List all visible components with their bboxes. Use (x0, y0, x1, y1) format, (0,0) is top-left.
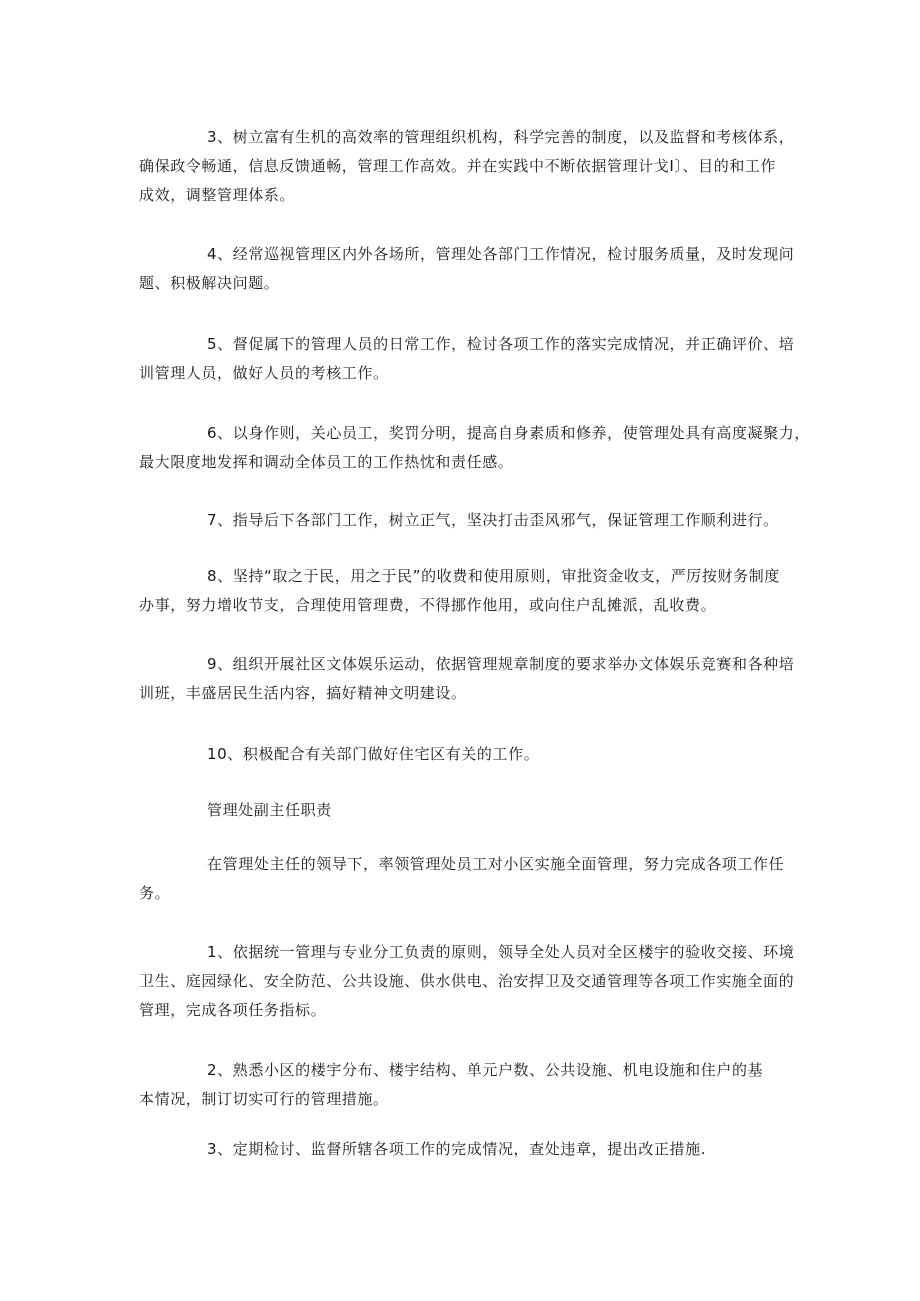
paragraph-item-7 (139, 506, 789, 535)
paragraph-item-3 (139, 123, 795, 210)
paragraph-line: 卫生、庭园绿化、安全防范、公共设施、供水供电、治安捍卫及交通管理等各项工作实施全面的 (139, 972, 795, 990)
paragraph-line: 5、督促属下的管理人员的日常工作，检讨各项工作的落实完成情况，并正确评价、培 (207, 335, 795, 353)
paragraph-line: 9、组织开展社区文体娱乐运动，依据管理规章制度的要求举办文体娱乐竞赛和各种培 (207, 655, 795, 673)
section-heading-text: 管理处副主任职责 (207, 801, 332, 819)
paragraph-line: 成效，调整管理体系。 (139, 186, 296, 204)
paragraph-deputy-1 (139, 938, 795, 1025)
paragraph-item-9 (139, 650, 795, 708)
paragraph-line: 务。 (139, 884, 171, 902)
paragraph-line: 6、以身作则，关心员工，奖罚分明，提高自身素质和修养，使管理处具有高度凝聚力， (207, 424, 810, 442)
paragraph-line: 7、指导后下各部门工作，树立正气，坚决打击歪风邪气，保证管理工作顺利进行。 (207, 511, 779, 529)
section-heading (139, 796, 789, 825)
paragraph-line: 本情况，制订切实可行的管理措施。 (139, 1090, 389, 1108)
paragraph-intro (139, 850, 789, 908)
paragraph-line: 办事，努力增收节支，合理使用管理费，不得挪作他用，或向住户乱摊派，乱收费。 (139, 596, 717, 614)
paragraph-line: 8、坚持“取之于民，用之于民”的收费和使用原则，审批资金收支，严厉按财务制度 (207, 567, 780, 585)
paragraph-line: 10、积极配合有关部门做好住宅区有关的工作。 (207, 745, 540, 763)
paragraph-line: 最大限度地发挥和调动全体员工的工作热忱和责任感。 (139, 453, 514, 471)
paragraph-deputy-2 (139, 1056, 789, 1114)
paragraph-item-5 (139, 330, 795, 388)
paragraph-line: 4、经常巡视管理区内外各场所，管理处各部门工作情况，检讨服务质量，及时发现问 (207, 245, 795, 263)
paragraph-item-4 (139, 240, 795, 298)
paragraph-line: 管理，完成各项任务指标。 (139, 1001, 327, 1019)
paragraph-line: 2、熟悉小区的楼宇分布、楼宇结构、单元户数、公共设施、机电设施和住户的基 (207, 1061, 764, 1079)
paragraph-item-10 (139, 740, 789, 769)
paragraph-line: 确保政令畅通，信息反馈通畅，管理工作高效。并在实践中不断依据管理计戈I〕、目的和工作 (139, 157, 777, 175)
paragraph-line: 训管理人员，做好人员的考核工作。 (139, 364, 389, 382)
paragraph-line: 训班，丰盛居民生活内容，搞好精神文明建设。 (139, 684, 467, 702)
paragraph-line: 题、积极解决问题。 (139, 274, 280, 292)
paragraph-line: 在管理处主任的领导下，率领管理处员工对小区实施全面管理，努力完成各项工作任 (207, 855, 785, 873)
paragraph-line: 3、树立富有生机的高效率的管理组织机构，科学完善的制度，以及监督和考核体系， (207, 128, 795, 146)
paragraph-line: 3、定期检讨、监督所辖各项工作的完成情况，查处违章，提出改正措施. (207, 1140, 707, 1158)
paragraph-item-8 (139, 562, 789, 620)
paragraph-line: 1、依据统一管理与专业分工负责的原则，领导全处人员对全区楼宇的验收交接、环境 (207, 943, 795, 961)
paragraph-deputy-3 (139, 1135, 789, 1164)
paragraph-item-6 (139, 419, 810, 477)
